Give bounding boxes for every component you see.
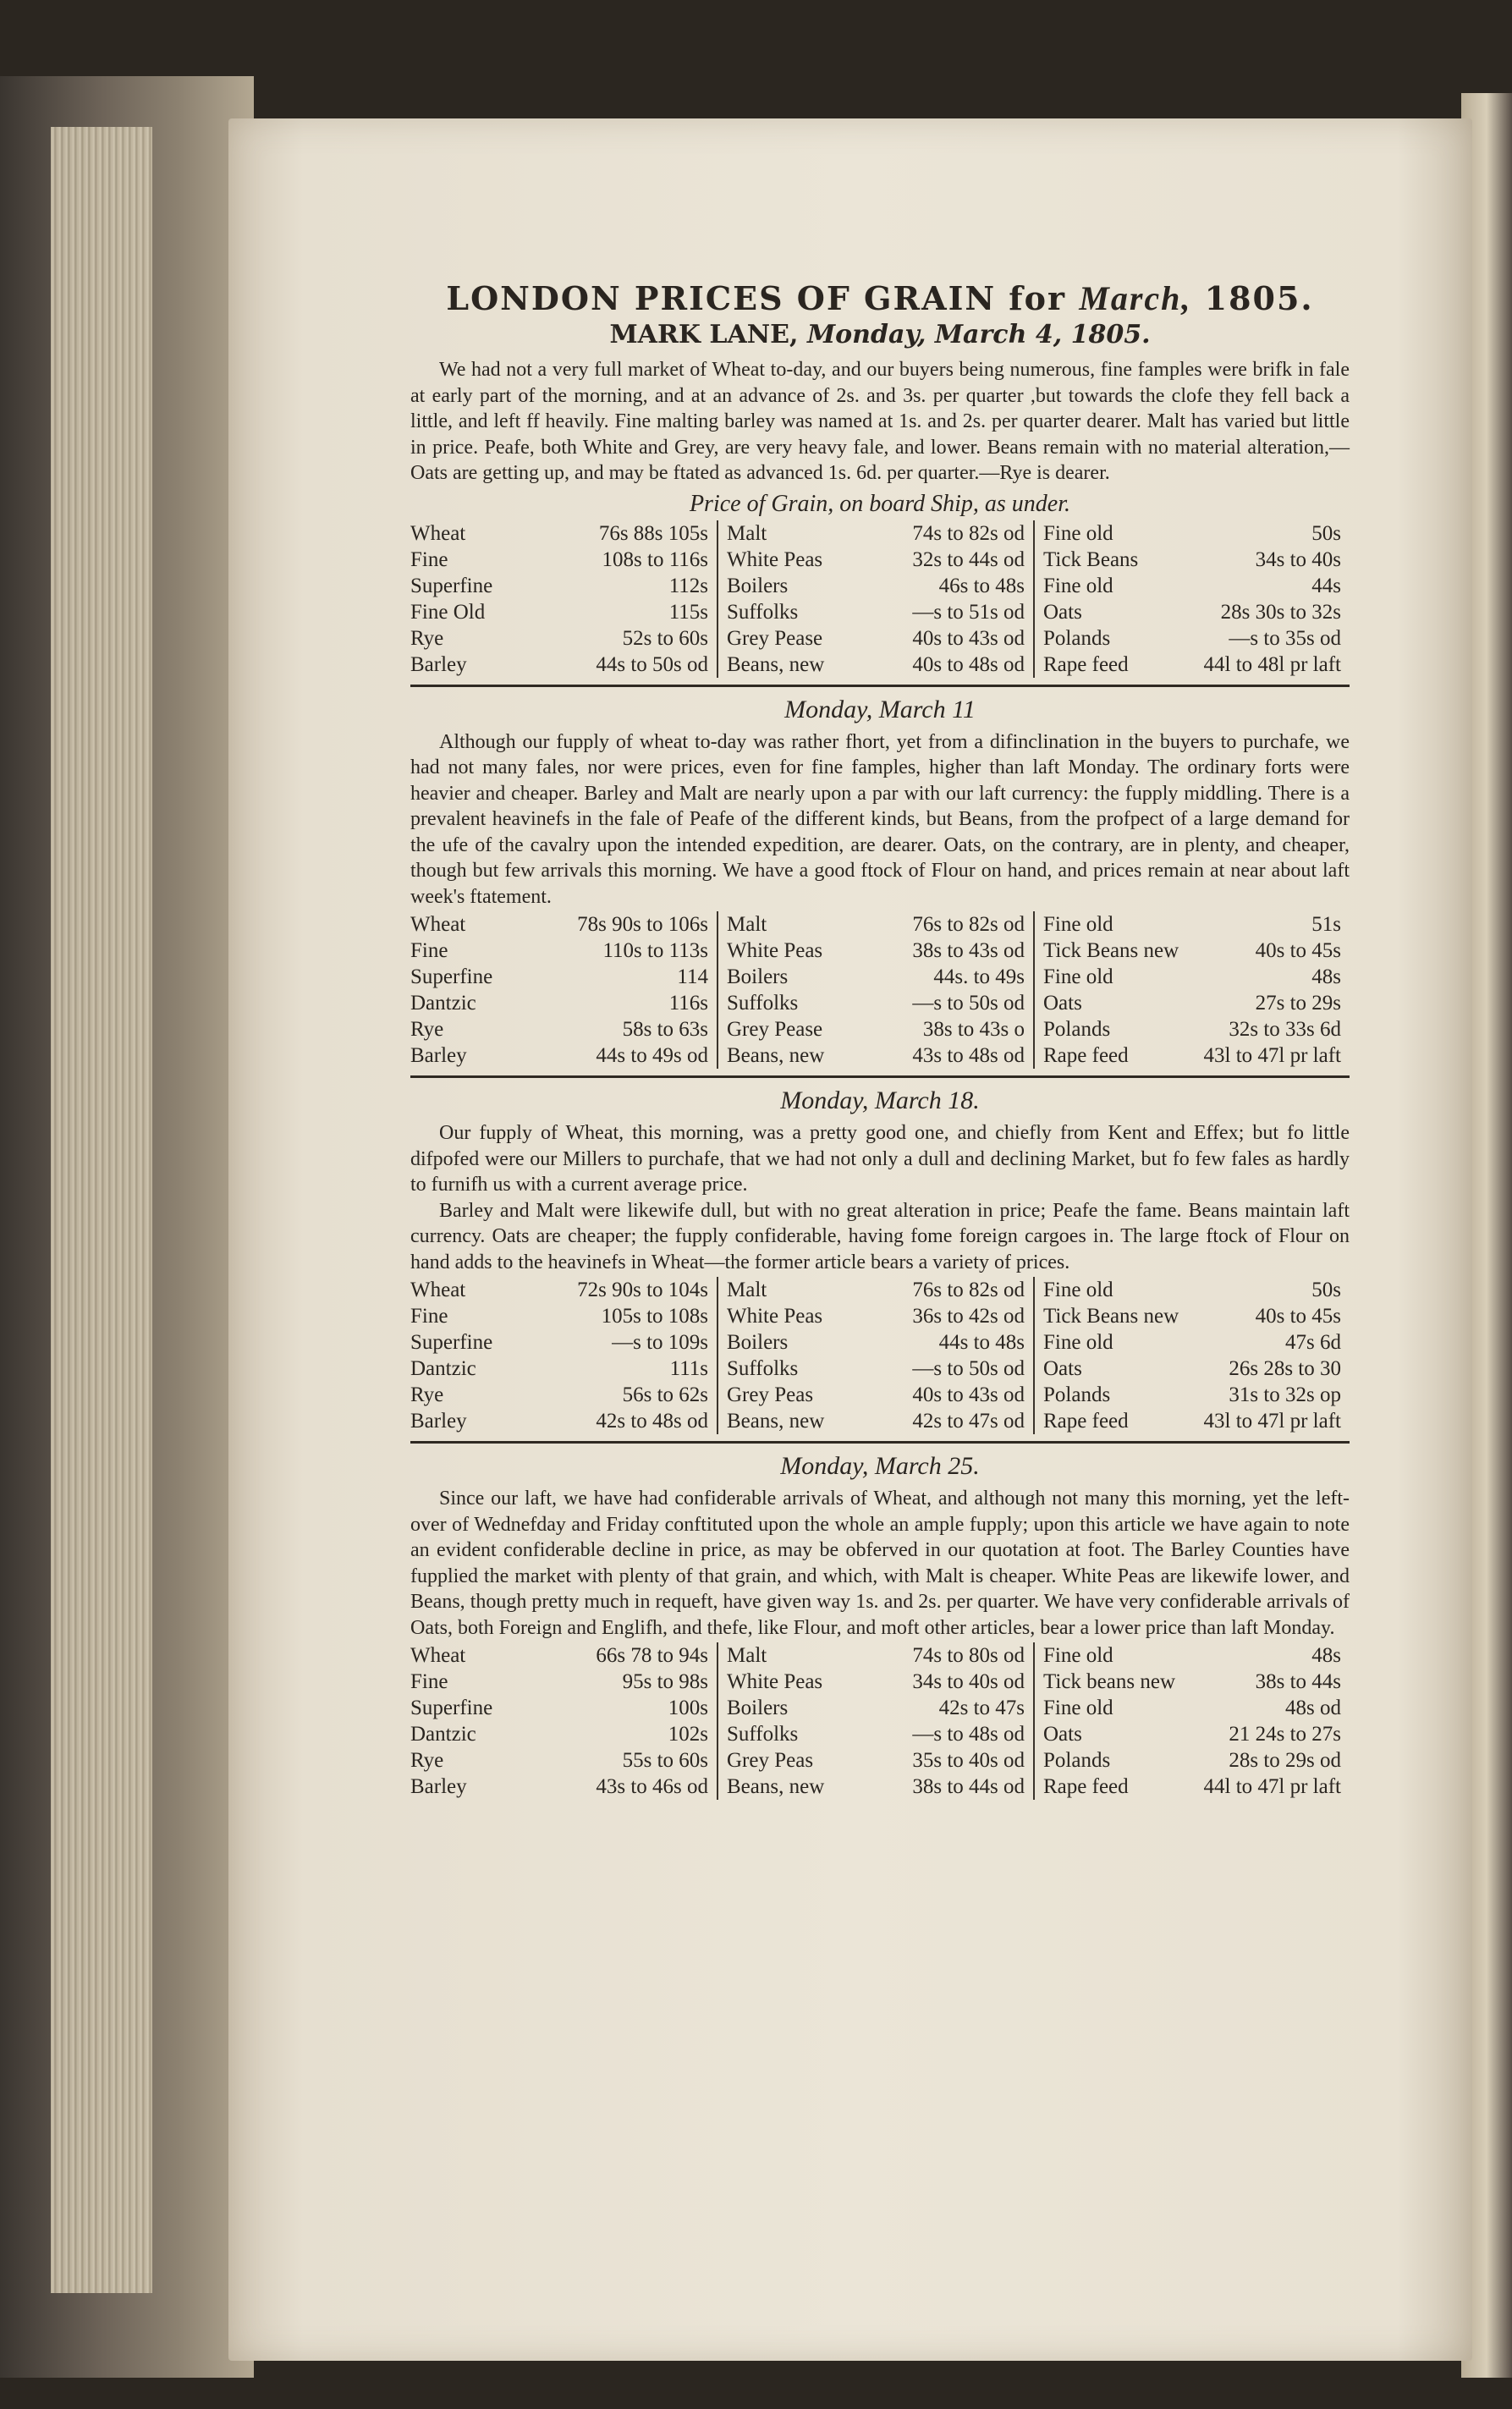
- grain-price: 42s to 47s: [938, 1697, 1025, 1719]
- grain-name: Oats: [1043, 1723, 1082, 1746]
- grain-name: Fine old: [1043, 1644, 1113, 1667]
- price-row: [410, 1356, 708, 1382]
- price-row: [410, 1721, 708, 1747]
- price-row: [1043, 1329, 1341, 1356]
- grain-price: 44s. to 49s: [933, 965, 1025, 988]
- price-row: [410, 911, 708, 938]
- grain-name: Rye: [410, 626, 444, 650]
- grain-price: 38s to 44s od: [912, 1775, 1025, 1798]
- grain-price: 56s to 62s: [622, 1383, 708, 1406]
- grain-name: Tick Beans new: [1043, 939, 1179, 962]
- grain-name: Polands: [1043, 1018, 1111, 1041]
- price-row: [410, 1277, 708, 1303]
- price-row: [410, 938, 708, 964]
- price-row: [1043, 1747, 1341, 1774]
- grain-name: Barley: [410, 1775, 467, 1798]
- grain-price: 43l to 47l pr laft: [1203, 1410, 1341, 1433]
- grain-name: Fine: [410, 1305, 448, 1328]
- grain-name: Wheat: [410, 1644, 466, 1667]
- grain-name: Suffolks: [727, 1357, 799, 1380]
- price-column: [410, 911, 717, 1069]
- grain-name: Fine old: [1043, 965, 1113, 988]
- grain-price: 76s to 82s od: [912, 1279, 1025, 1301]
- grain-price: 52s to 60s: [622, 626, 708, 650]
- price-row: [727, 1669, 1025, 1695]
- grain-name: Superfine: [410, 1331, 493, 1354]
- market-report: [410, 1450, 1350, 1800]
- price-row: [410, 1382, 708, 1408]
- grain-name: Oats: [1043, 1357, 1082, 1380]
- grain-price: 114: [677, 965, 708, 988]
- price-column: [717, 1277, 1033, 1434]
- grain-price: 76s to 82s od: [912, 913, 1025, 936]
- grain-name: Fine: [410, 1670, 448, 1693]
- grain-price: 21 24s to 27s: [1229, 1723, 1341, 1746]
- grain-price: 44s to 48s: [938, 1331, 1025, 1354]
- price-row: [727, 990, 1025, 1016]
- book-page: [228, 118, 1472, 2361]
- price-column: [717, 911, 1033, 1069]
- grain-name: Malt: [727, 521, 767, 545]
- grain-name: White Peas: [727, 547, 823, 571]
- price-row: [1043, 573, 1341, 599]
- price-row: [727, 911, 1025, 938]
- grain-name: Polands: [1043, 626, 1111, 650]
- grain-name: White Peas: [727, 1670, 823, 1693]
- price-row: [410, 964, 708, 990]
- price-row: [727, 599, 1025, 625]
- grain-price: 55s to 60s: [622, 1749, 708, 1772]
- price-column: [1033, 520, 1350, 678]
- grain-price: —s to 51s od: [912, 600, 1025, 624]
- price-row: [1043, 964, 1341, 990]
- grain-name: Fine: [410, 939, 448, 962]
- price-row: [727, 625, 1025, 652]
- price-row: [1043, 938, 1341, 964]
- grain-name: Rye: [410, 1749, 444, 1772]
- grain-price: —s to 50s od: [912, 992, 1025, 1015]
- grain-name: Rape feed: [1043, 1775, 1129, 1798]
- price-row: [410, 1042, 708, 1069]
- grain-price: 27s to 29s: [1255, 992, 1341, 1015]
- grain-price: 44l to 48l pr laft: [1203, 652, 1341, 676]
- grain-name: Malt: [727, 913, 767, 936]
- price-row: [727, 1695, 1025, 1721]
- grain-name: White Peas: [727, 1305, 823, 1328]
- price-row: [1043, 911, 1341, 938]
- grain-name: Beans, new: [727, 652, 825, 676]
- grain-name: Dantzic: [410, 1723, 476, 1746]
- price-row: [410, 1303, 708, 1329]
- price-row: [410, 1408, 708, 1434]
- market-report: [410, 357, 1350, 687]
- grain-name: Tick Beans new: [1043, 1305, 1179, 1328]
- price-row: [1043, 1669, 1341, 1695]
- page-content: [410, 279, 1350, 1800]
- grain-price: 44s to 50s od: [596, 652, 708, 676]
- market-report: [410, 1085, 1350, 1444]
- grain-price: 40s to 43s od: [912, 626, 1025, 650]
- grain-price: 66s 78 to 94s: [596, 1644, 708, 1667]
- grain-price: —s to 109s: [612, 1331, 708, 1354]
- grain-name: Dantzic: [410, 1357, 476, 1380]
- grain-price: 78s 90s to 106s: [577, 913, 708, 936]
- price-row: [410, 573, 708, 599]
- book-page-edges: [51, 127, 152, 2293]
- price-row: [1043, 1382, 1341, 1408]
- price-column: [1033, 1642, 1350, 1800]
- price-column: [1033, 1277, 1350, 1434]
- grain-price: 44s: [1311, 574, 1341, 597]
- grain-price: —s to 48s od: [912, 1723, 1025, 1746]
- price-row: [410, 520, 708, 547]
- grain-price: 36s to 42s od: [912, 1305, 1025, 1328]
- report-paragraph: We had not a very full market of Wheat to-day, and our buyers being numerous, fine famples were brifk in fale at early part of the morning, and at an advance of 2s. and 3s. per quarter ,but towards the clofe they fell back a little, and left ff heavily. Fine malting barley was named at 1s. and 2s. per quarter dearer. Malt has varied but little in price. Peafe, both White and Grey, are very heavy fale, and lower. Beans remain with no material alteration,—Oats are getting up, and may be ftated as advanced 1s. 6d. per quarter.—Rye is dearer.: [410, 359, 1350, 484]
- grain-price: 40s to 45s: [1255, 939, 1341, 962]
- grain-name: Wheat: [410, 521, 466, 545]
- grain-price: 50s: [1311, 521, 1341, 545]
- grain-price: 43l to 47l pr laft: [1203, 1044, 1341, 1067]
- price-row: [727, 1277, 1025, 1303]
- price-row: [727, 1721, 1025, 1747]
- grain-price: 40s to 48s od: [912, 652, 1025, 676]
- price-row: [1043, 1642, 1341, 1669]
- title-year: 1805.: [1204, 279, 1314, 317]
- price-column: [410, 1277, 717, 1434]
- grain-price: 42s to 47s od: [912, 1410, 1025, 1433]
- price-table: [410, 911, 1350, 1069]
- reports: [410, 357, 1350, 1800]
- grain-name: Polands: [1043, 1749, 1111, 1772]
- price-row: [727, 1042, 1025, 1069]
- grain-name: Barley: [410, 1044, 467, 1067]
- grain-price: 95s to 98s: [622, 1670, 708, 1693]
- grain-price: 38s to 43s o: [922, 1018, 1025, 1041]
- grain-name: Fine old: [1043, 521, 1113, 545]
- grain-name: Grey Pease: [727, 1018, 823, 1041]
- price-row: [727, 1382, 1025, 1408]
- grain-price: 100s: [668, 1697, 708, 1719]
- grain-price: 28s 30s to 32s: [1220, 600, 1341, 624]
- grain-price: 34s to 40s od: [912, 1670, 1025, 1693]
- grain-name: Fine old: [1043, 1331, 1113, 1354]
- price-row: [727, 547, 1025, 573]
- grain-price: 115s: [668, 600, 708, 624]
- grain-name: Suffolks: [727, 600, 799, 624]
- price-row: [410, 1642, 708, 1669]
- grain-price: 44l to 47l pr laft: [1203, 1775, 1341, 1798]
- grain-name: Oats: [1043, 992, 1082, 1015]
- price-row: [727, 573, 1025, 599]
- grain-name: Barley: [410, 652, 467, 676]
- price-row: [727, 1642, 1025, 1669]
- price-row: [1043, 599, 1341, 625]
- price-row: [1043, 520, 1341, 547]
- report-heading: Monday, March 25.: [780, 1452, 980, 1480]
- grain-name: Rape feed: [1043, 652, 1129, 676]
- grain-name: Malt: [727, 1279, 767, 1301]
- price-row: [727, 1408, 1025, 1434]
- price-row: [1043, 547, 1341, 573]
- grain-name: Rape feed: [1043, 1410, 1129, 1433]
- price-row: [410, 599, 708, 625]
- grain-name: Rye: [410, 1383, 444, 1406]
- page-subtitle: [410, 318, 1350, 352]
- grain-price: 28s to 29s od: [1229, 1749, 1341, 1772]
- price-row: [410, 547, 708, 573]
- price-row: [727, 1303, 1025, 1329]
- title-main: LONDON PRICES OF GRAIN for: [446, 279, 1067, 317]
- grain-name: Fine old: [1043, 913, 1113, 936]
- grain-price: 32s to 33s 6d: [1229, 1018, 1341, 1041]
- grain-name: Tick Beans: [1043, 547, 1139, 571]
- price-row: [727, 938, 1025, 964]
- grain-name: Grey Pease: [727, 626, 823, 650]
- grain-price: 26s 28s to 30: [1229, 1357, 1341, 1380]
- grain-price: 38s to 43s od: [912, 939, 1025, 962]
- price-row: [727, 1329, 1025, 1356]
- grain-name: Suffolks: [727, 992, 799, 1015]
- grain-price: 43s to 48s od: [912, 1044, 1025, 1067]
- grain-name: Boilers: [727, 1697, 789, 1719]
- report-paragraph: Although our fupply of wheat to-day was rather fhort, yet from a difinclination in the buyers to purchafe, we had not many fales, nor were prices, even for fine famples, higher than laft Monday. The ordinary forts were heavier and cheaper. Barley and Malt are nearly upon a par with our laft currency: the fupply middling. There is a prevalent heavinefs in the fale of Peafe of the different kinds, but Beans, from the profpect of a large demand for the ufe of the cavalry upon the intended expedition, are dearer. Oats, on the contrary, are in plenty, and cheaper, though but few arrivals this morning. We have a good ftock of Flour on hand, and prices remain at near about laft week's ftatement.: [410, 730, 1350, 908]
- report-paragraph: Barley and Malt were likewife dull, but with no great alteration in price; Peafe the fame. Beans maintain laft currency. Oats are cheaper; the fupply confiderable, having fome foreign cargoes in. The large ftock of Flour on hand adds to the heavinefs in Wheat—the former article bears a variety of prices.: [410, 1199, 1350, 1273]
- grain-price: 40s to 43s od: [912, 1383, 1025, 1406]
- grain-price: 34s to 40s: [1255, 547, 1341, 571]
- price-row: [727, 964, 1025, 990]
- market-report: [410, 694, 1350, 1079]
- price-row: [1043, 1695, 1341, 1721]
- price-row: [410, 1774, 708, 1800]
- subtitle-place: MARK LANE,: [609, 320, 799, 349]
- grain-price: 108s to 116s: [602, 547, 708, 571]
- price-row: [1043, 1356, 1341, 1382]
- price-table: [410, 520, 1350, 678]
- price-row: [1043, 1721, 1341, 1747]
- grain-price: 48s: [1311, 1644, 1341, 1667]
- grain-name: Fine old: [1043, 1697, 1113, 1719]
- grain-name: Fine: [410, 547, 448, 571]
- ship-price-heading: Price of Grain, on board Ship, as under.: [689, 490, 1071, 517]
- grain-name: Polands: [1043, 1383, 1111, 1406]
- grain-price: 35s to 40s od: [912, 1749, 1025, 1772]
- grain-name: Grey Peas: [727, 1383, 814, 1406]
- price-row: [1043, 1016, 1341, 1042]
- grain-name: Fine old: [1043, 574, 1113, 597]
- price-column: [410, 520, 717, 678]
- price-table: [410, 1277, 1350, 1434]
- grain-name: Boilers: [727, 965, 789, 988]
- grain-name: Boilers: [727, 1331, 789, 1354]
- grain-price: 51s: [1311, 913, 1341, 936]
- grain-name: Wheat: [410, 913, 466, 936]
- grain-price: 40s to 45s: [1255, 1305, 1341, 1328]
- price-row: [1043, 1303, 1341, 1329]
- price-row: [410, 1669, 708, 1695]
- grain-price: 50s: [1311, 1279, 1341, 1301]
- price-row: [727, 1774, 1025, 1800]
- grain-name: White Peas: [727, 939, 823, 962]
- grain-price: 74s to 80s od: [912, 1644, 1025, 1667]
- section-rule: [410, 1075, 1350, 1078]
- grain-price: 102s: [668, 1723, 708, 1746]
- grain-name: Wheat: [410, 1279, 466, 1301]
- grain-name: Rape feed: [1043, 1044, 1129, 1067]
- price-column: [1033, 911, 1350, 1069]
- grain-price: 42s to 48s od: [596, 1410, 708, 1433]
- price-row: [410, 1747, 708, 1774]
- grain-name: Superfine: [410, 965, 493, 988]
- price-row: [1043, 1042, 1341, 1069]
- grain-name: Suffolks: [727, 1723, 799, 1746]
- grain-name: Beans, new: [727, 1044, 825, 1067]
- grain-price: 47s 6d: [1285, 1331, 1341, 1354]
- grain-price: 46s to 48s: [938, 574, 1025, 597]
- grain-name: Fine Old: [410, 600, 486, 624]
- report-heading: Monday, March 11: [784, 695, 976, 723]
- price-row: [727, 520, 1025, 547]
- grain-price: 111s: [669, 1357, 708, 1380]
- price-row: [410, 990, 708, 1016]
- grain-price: —s to 50s od: [912, 1357, 1025, 1380]
- price-row: [410, 1329, 708, 1356]
- price-row: [410, 1695, 708, 1721]
- price-row: [1043, 625, 1341, 652]
- grain-price: —s to 35s od: [1229, 626, 1341, 650]
- price-row: [727, 1016, 1025, 1042]
- grain-price: 43s to 46s od: [596, 1775, 708, 1798]
- grain-name: Boilers: [727, 574, 789, 597]
- price-row: [1043, 1408, 1341, 1434]
- grain-name: Oats: [1043, 600, 1082, 624]
- grain-price: 105s to 108s: [601, 1305, 708, 1328]
- price-row: [727, 1747, 1025, 1774]
- grain-name: Grey Peas: [727, 1749, 814, 1772]
- price-row: [1043, 1774, 1341, 1800]
- price-row: [1043, 1277, 1341, 1303]
- grain-name: Fine old: [1043, 1279, 1113, 1301]
- grain-price: 31s to 32s op: [1229, 1383, 1341, 1406]
- grain-name: Superfine: [410, 1697, 493, 1719]
- section-rule: [410, 1441, 1350, 1444]
- grain-name: Barley: [410, 1410, 467, 1433]
- price-row: [727, 1356, 1025, 1382]
- section-rule: [410, 685, 1350, 687]
- grain-price: 44s to 49s od: [596, 1044, 708, 1067]
- subtitle-date: Monday, March 4, 1805.: [806, 320, 1151, 349]
- report-paragraph: Since our laft, we have had confiderable arrivals of Wheat, and although not many this morning, yet the left-over of Wednefday and Friday conftituted upon the whole an ample fupply; upon this article we have again to note an evident confiderable decline in price, as may be obferved in our quotation at foot. The Barley Counties have fupplied the market with plenty of that grain, and which, with Malt is cheaper. White Peas are likewife lower, and Beans, though pretty much in requeft, have given way 1s. and 2s. per quarter. We have very confiderable arrivals of Oats, both Foreign and Englifh, and thefe, like Flour, and moft other articles, bear a lower price than laft Monday.: [410, 1488, 1350, 1639]
- price-column: [410, 1642, 717, 1800]
- grain-price: 72s 90s to 104s: [577, 1279, 708, 1301]
- grain-price: 76s 88s 105s: [598, 521, 708, 545]
- price-row: [1043, 990, 1341, 1016]
- title-month: March,: [1079, 279, 1192, 317]
- grain-price: 110s to 113s: [602, 939, 708, 962]
- grain-price: 48s: [1311, 965, 1341, 988]
- price-row: [410, 625, 708, 652]
- price-column: [717, 1642, 1033, 1800]
- price-row: [727, 652, 1025, 678]
- grain-name: Tick beans new: [1043, 1670, 1176, 1693]
- price-column: [717, 520, 1033, 678]
- grain-name: Rye: [410, 1018, 444, 1041]
- price-table: [410, 1642, 1350, 1800]
- grain-name: Superfine: [410, 574, 493, 597]
- grain-name: Dantzic: [410, 992, 476, 1015]
- grain-price: 112s: [668, 574, 708, 597]
- grain-price: 74s to 82s od: [912, 521, 1025, 545]
- grain-price: 32s to 44s od: [912, 547, 1025, 571]
- report-heading: Monday, March 18.: [780, 1086, 980, 1114]
- report-paragraph: Our fupply of Wheat, this morning, was a pretty good one, and chiefly from Kent and Effex; but fo little difpofed were our Millers to purchafe, that we had not only a dull and declining Market, but fo few fales as hardly to furnifh us with a current average price.: [410, 1122, 1350, 1196]
- price-row: [1043, 652, 1341, 678]
- grain-price: 48s od: [1285, 1697, 1341, 1719]
- grain-name: Beans, new: [727, 1775, 825, 1798]
- grain-name: Malt: [727, 1644, 767, 1667]
- grain-price: 116s: [668, 992, 708, 1015]
- grain-price: 38s to 44s: [1255, 1670, 1341, 1693]
- grain-name: Beans, new: [727, 1410, 825, 1433]
- page-title: [410, 279, 1350, 318]
- price-row: [410, 652, 708, 678]
- price-row: [410, 1016, 708, 1042]
- grain-price: 58s to 63s: [622, 1018, 708, 1041]
